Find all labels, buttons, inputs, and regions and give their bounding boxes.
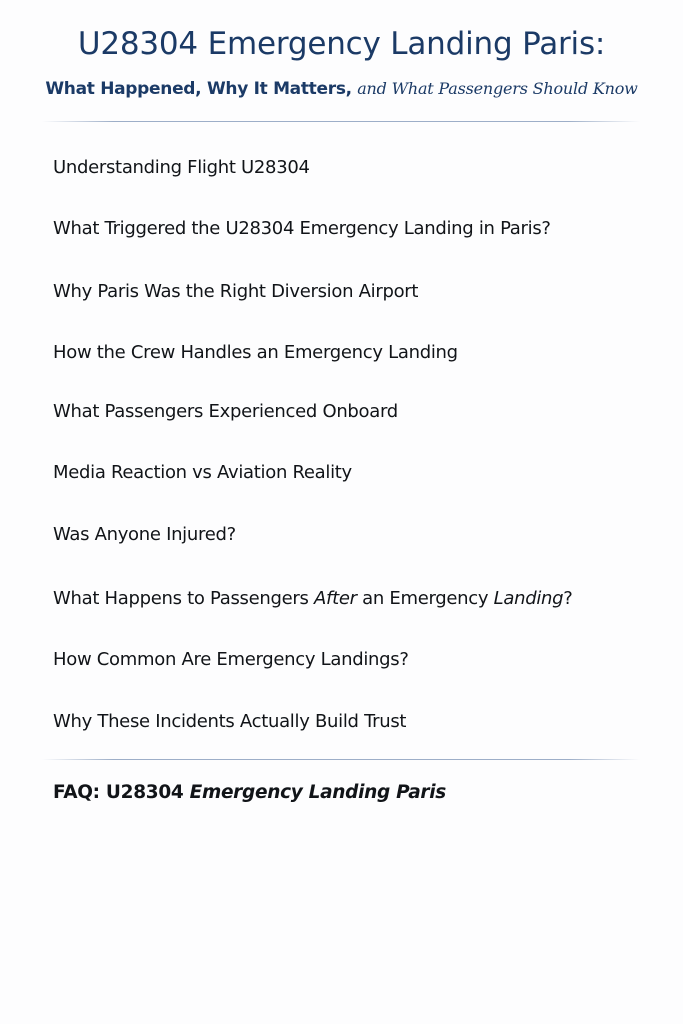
toc-item-build-trust[interactable]: Why These Incidents Actually Build Trust: [53, 711, 407, 732]
toc-item-passengers-experienced[interactable]: What Passengers Experienced Onboard: [53, 401, 398, 422]
faq-heading[interactable]: [53, 782, 446, 803]
toc-item-understanding[interactable]: Understanding Flight U28304: [53, 157, 310, 178]
toc-item-why-paris[interactable]: Why Paris Was the Right Diversion Airport: [53, 281, 419, 302]
toc-item-after-landing[interactable]: [53, 588, 573, 609]
faq-prefix: FAQ: U28304: [53, 782, 190, 803]
toc-item-media-reaction[interactable]: Media Reaction vs Aviation Reality: [53, 462, 352, 483]
subtitle-italic-part: and What Passengers Should Know: [357, 79, 638, 98]
toc-item-triggered[interactable]: What Triggered the U28304 Emergency Landing in Paris?: [53, 218, 551, 239]
top-divider: [42, 121, 640, 122]
toc-item-injured[interactable]: Was Anyone Injured?: [53, 524, 236, 545]
bottom-divider: [42, 759, 640, 760]
toc-item-after-part-2: After: [314, 588, 357, 609]
toc-item-after-part-1: What Happens to Passengers: [53, 588, 315, 609]
toc-item-after-part-4: Landing: [493, 588, 564, 609]
toc-item-crew[interactable]: How the Crew Handles an Emergency Landing: [53, 342, 458, 363]
subtitle-bold-part: What Happened, Why It Matters,: [45, 79, 352, 99]
page-subtitle: [0, 79, 683, 99]
faq-italic: Emergency Landing Paris: [189, 782, 446, 803]
page-title: U28304 Emergency Landing Paris:: [77, 26, 606, 62]
toc-item-after-part-3: an Emergency: [356, 588, 494, 609]
toc-item-how-common[interactable]: How Common Are Emergency Landings?: [53, 649, 409, 670]
toc-item-after-part-5: ?: [563, 588, 573, 609]
